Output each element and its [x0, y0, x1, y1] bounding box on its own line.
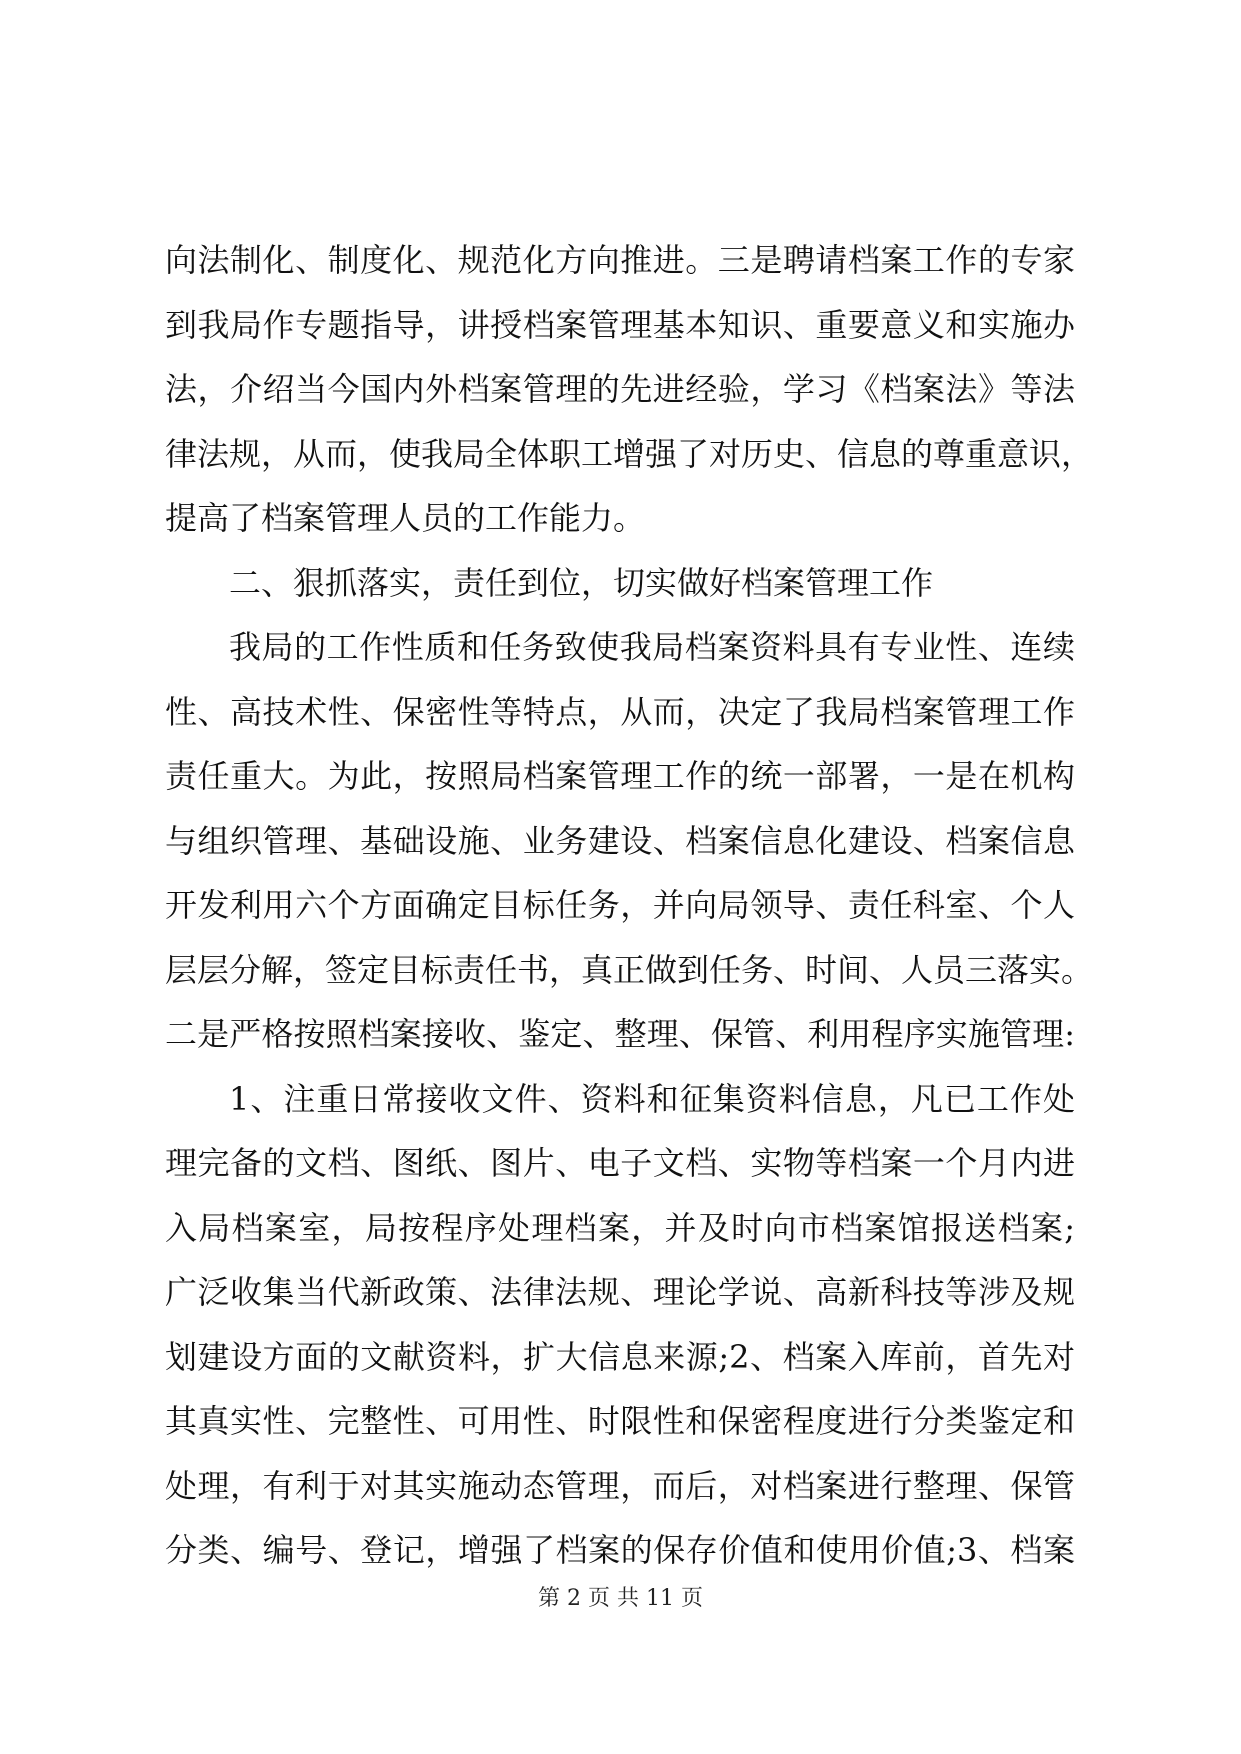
text-line: 1、注重日常接收文件、资料和征集资料信息，凡已工作处: [229, 1079, 1075, 1118]
text-line: 提高了档案管理人员的工作能力。: [165, 499, 646, 537]
text-line: 层层分解，签定目标责任书，真正做到任务、时间、人员三落实。: [165, 950, 1094, 989]
text-line: 处理，有利于对其实施动态管理，而后，对档案进行整理、保管: [165, 1466, 1075, 1505]
text-line: 责任重大。为此，按照局档案管理工作的统一部署，一是在机构: [165, 757, 1075, 795]
text-line: 到我局作专题指导，讲授档案管理基本知识、重要意义和实施办: [165, 305, 1075, 344]
text-line: 广泛收集当代新政策、法律法规、理论学说、高新科技等涉及规: [165, 1273, 1075, 1311]
text-line: 向法制化、制度化、规范化方向推进。三是聘请档案工作的专家: [165, 241, 1075, 279]
text-line: 分类、编号、登记，增强了档案的保存价值和使用价值;3、档案: [165, 1531, 1075, 1569]
text-line: 其真实性、完整性、可用性、时限性和保密程度进行分类鉴定和: [165, 1402, 1075, 1440]
text-line: 我局的工作性质和任务致使我局档案资料具有专业性、连续: [229, 628, 1075, 666]
text-line: 二是严格按照档案接收、鉴定、整理、保管、利用程序实施管理:: [165, 1015, 1075, 1053]
text-line: 入局档案室，局按程序处理档案，并及时向市档案馆报送档案;: [165, 1208, 1075, 1247]
text-line: 法，介绍当今国内外档案管理的先进经验，学习《档案法》等法: [165, 370, 1075, 408]
text-line: 二、狠抓落实，责任到位，切实做好档案管理工作: [229, 563, 934, 602]
text-line: 与组织管理、基础设施、业务建设、档案信息化建设、档案信息: [165, 821, 1075, 860]
text-line: 理完备的文档、图纸、图片、电子文档、实物等档案一个月内进: [165, 1144, 1075, 1182]
text-line: 律法规，从而，使我局全体职工增强了对历史、信息的尊重意识，: [165, 434, 1094, 473]
text-line: 开发利用六个方面确定目标任务，并向局领导、责任科室、个人: [165, 886, 1075, 924]
document-body: [165, 228, 1094, 1583]
page-footer: 第 2 页 共 11 页: [538, 1586, 703, 1611]
text-line: 划建设方面的文献资料，扩大信息来源;2、档案入库前，首先对: [165, 1337, 1075, 1376]
text-line: 性、高技术性、保密性等特点，从而，决定了我局档案管理工作: [165, 692, 1075, 731]
